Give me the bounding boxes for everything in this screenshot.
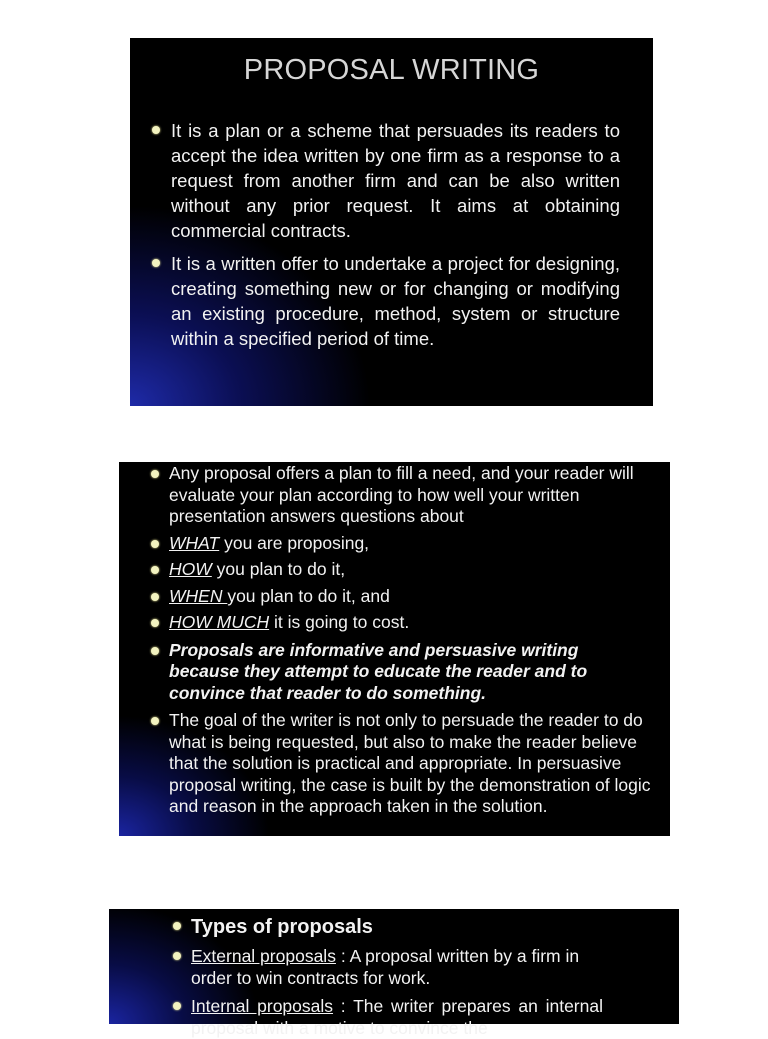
bullet-icon xyxy=(173,952,181,960)
term-external-proposals: External proposals xyxy=(191,946,336,966)
bullet-icon xyxy=(151,540,159,548)
bullet-icon xyxy=(151,619,159,627)
question-key: WHEN xyxy=(169,585,228,606)
bullet-item-when xyxy=(151,586,651,608)
bullet-item xyxy=(152,118,620,243)
slide-proposal-questions xyxy=(119,462,670,836)
bullet-text: Any proposal offers a plan to fill a need, and your reader will evaluate your plan according to how well your written presentation answers questions about xyxy=(169,463,634,526)
bullet-list xyxy=(152,118,620,351)
bullet-item-what xyxy=(151,533,651,555)
slide-title: PROPOSAL WRITING xyxy=(243,54,540,86)
slide-proposal-writing xyxy=(130,38,653,406)
bullet-item-goal xyxy=(151,710,651,818)
question-key: HOW xyxy=(169,559,212,579)
bullet-text: The goal of the writer is not only to persuade the reader to do what is being requested, but also to make the reader believe that the solution is practical and appropriate. In persuasive proposal writing, the case is built by the demonstration of logic and reason in the approach taken in the solution. xyxy=(169,710,651,816)
bullet-icon xyxy=(152,126,160,134)
bullet-item-internal xyxy=(173,995,603,1039)
bullet-icon xyxy=(151,647,159,655)
bullet-icon xyxy=(152,259,160,267)
bullet-item-heading xyxy=(173,915,603,939)
question-text: you plan to do it, xyxy=(211,559,346,579)
bullet-item xyxy=(151,463,651,528)
bullet-icon xyxy=(151,470,159,478)
question-text: you plan to do it, and xyxy=(227,585,390,606)
bullet-icon xyxy=(151,566,159,574)
term-description: : The writer prepares an internal proposal with a motive to convince the xyxy=(191,996,603,1038)
bullet-icon xyxy=(151,593,159,601)
bullet-icon xyxy=(151,717,159,725)
bullet-list xyxy=(151,463,651,818)
bullet-item-how-much xyxy=(151,612,651,634)
bullet-item-how xyxy=(151,559,651,581)
bullet-text: Proposals are informative and persuasive writing because they attempt to educate the reader and to convince that reader to do something. xyxy=(169,639,588,703)
bullet-icon xyxy=(173,922,181,930)
bullet-item-external xyxy=(173,945,603,989)
bullet-icon xyxy=(173,1002,181,1010)
question-key: WHAT xyxy=(169,532,220,553)
section-heading: Types of proposals xyxy=(191,916,373,938)
bullet-item-bold xyxy=(151,640,651,705)
question-key: HOW MUCH xyxy=(169,612,270,632)
bullet-text: It is a written offer to undertake a project for designing, creating something new or for changing or modifying an existing procedure, method, system or structure within a specified period of time. xyxy=(171,253,620,349)
bullet-text: It is a plan or a scheme that persuades its readers to accept the idea written by one firm as a response to a request from another firm and can be also written without any prior request. It aims at obtaining commercial contracts. xyxy=(171,120,620,241)
bullet-item xyxy=(152,251,620,351)
question-text: you are proposing, xyxy=(219,532,370,553)
term-description: : A proposal written by a firm in order to win contracts for work. xyxy=(191,946,580,988)
slide-types-of-proposals xyxy=(109,909,679,1038)
question-text: it is going to cost. xyxy=(269,612,410,632)
term-internal-proposals: Internal proposals xyxy=(191,996,334,1016)
bullet-list xyxy=(173,915,603,1039)
